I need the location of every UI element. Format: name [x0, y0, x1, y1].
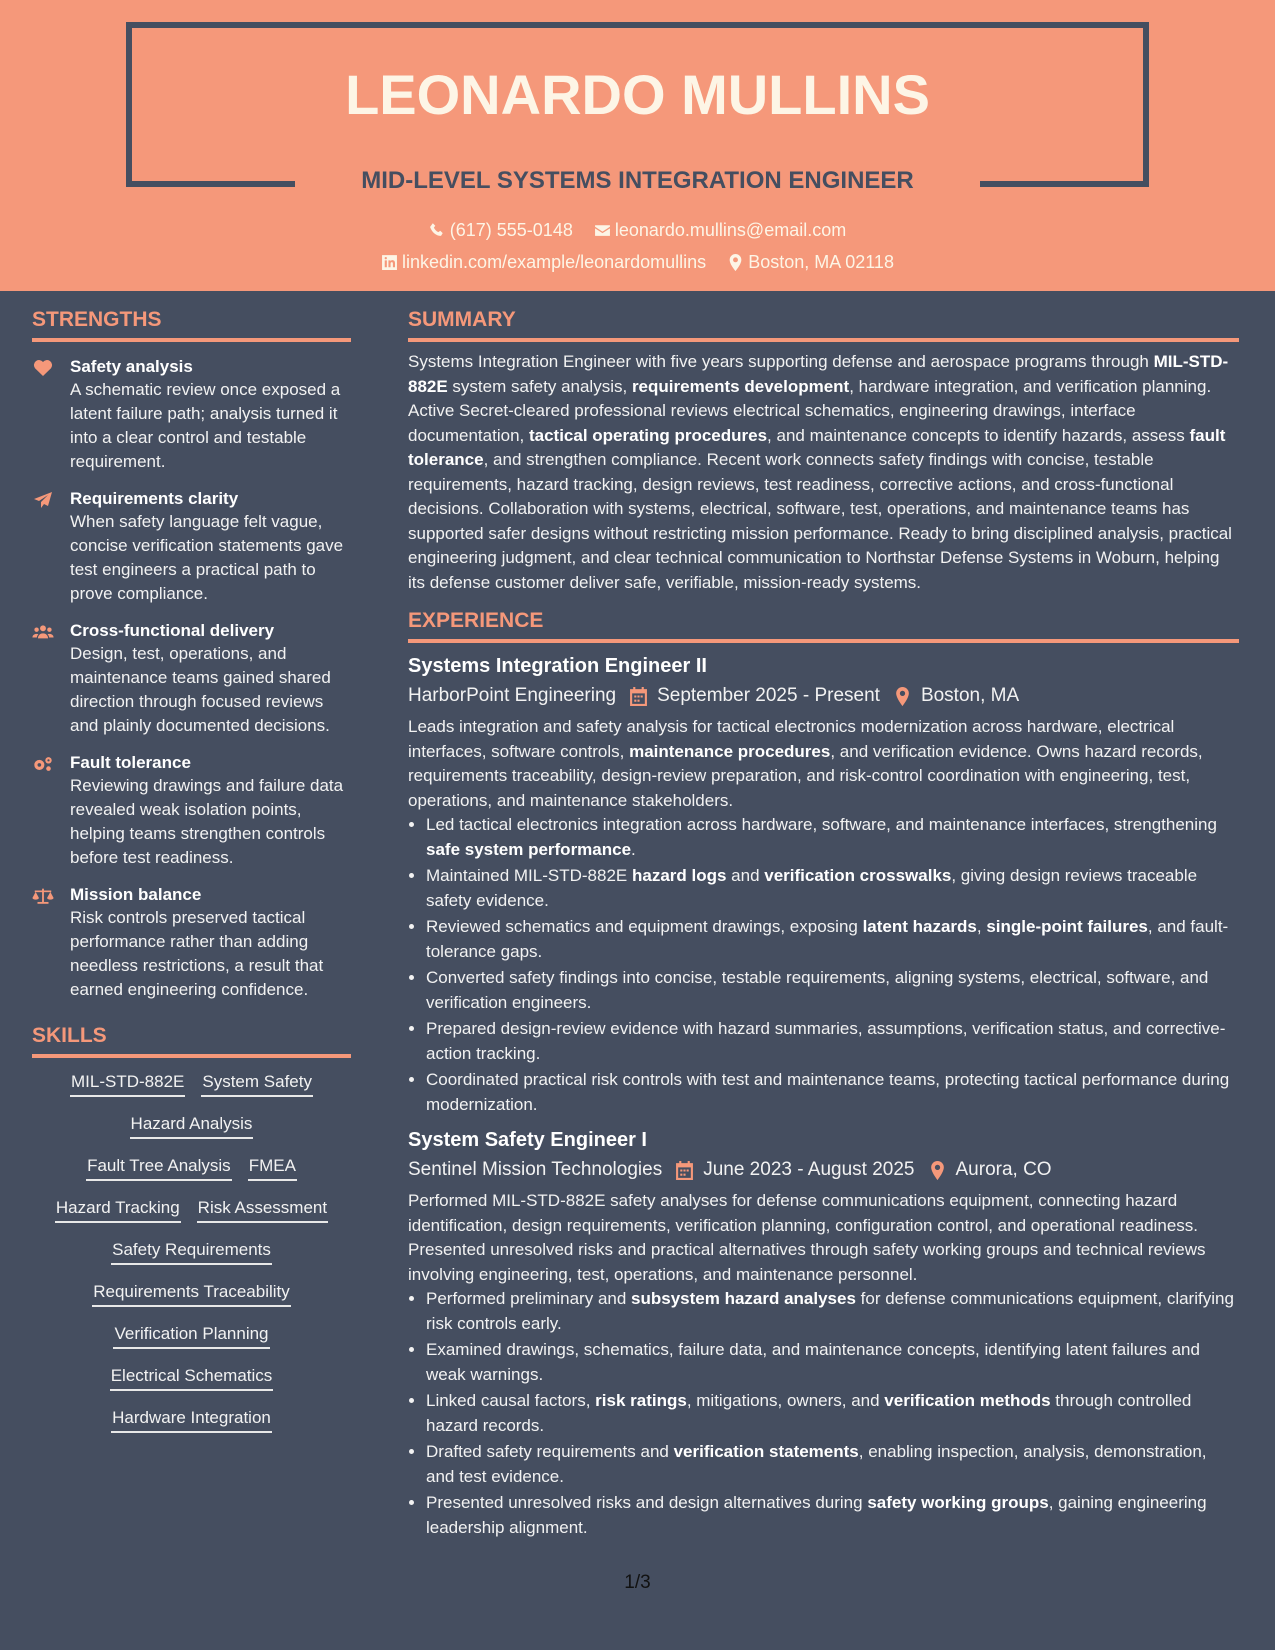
scale-icon: [32, 887, 54, 905]
job-location: Boston, MA: [920, 685, 1020, 706]
contact-line-2: [0, 252, 1275, 276]
strength-description: Design, test, operations, and maintenance teams gained shared direction through focused reviews and plainly documented decisions.: [70, 644, 331, 735]
strength-description: Risk controls preserved tactical performance rather than adding needless restrictions, a result that earned engineering confidence.: [70, 908, 324, 999]
calendar-icon: [630, 687, 647, 706]
skill-tag: Risk Assessment: [197, 1198, 328, 1223]
job-entry: [408, 653, 1239, 1117]
phone-icon: [429, 222, 446, 239]
calendar-icon: [676, 1161, 693, 1180]
job-role: System Safety Engineer I: [408, 1129, 647, 1151]
skill-tag: Requirements Traceability: [92, 1282, 291, 1307]
job-bullet: • Led tactical electronics integration across hardware, software, and maintenance interfaces, strengthening safe system performance.: [426, 813, 1239, 862]
right-column: [408, 308, 1239, 1542]
skill-tag: MIL-STD-882E: [70, 1072, 185, 1097]
job-company: HarborPoint Engineering: [408, 685, 617, 706]
heart-icon: [32, 359, 54, 377]
skills-heading: SKILLS: [32, 1024, 351, 1058]
strength-item: [32, 356, 351, 474]
phone-text: (617) 555-0148: [449, 220, 573, 240]
map-pin-icon: [727, 254, 744, 271]
strength-title: Cross-functional delivery: [70, 621, 275, 640]
job-bullet: • Prepared design-review evidence with hazard summaries, assumptions, verification status, and corrective-action tracking.: [426, 1017, 1239, 1066]
skill-tag: Hardware Integration: [111, 1408, 272, 1433]
strength-item: [32, 884, 351, 1002]
linkedin-icon: [381, 254, 398, 271]
job-description: Leads integration and safety analysis for tactical electronics modernization across hardware, electrical interfaces, software controls, maintenance procedures, and verification evidence. Owns hazard records, requirements traceability, design-review preparation, and risk-control coordination with engineering, test, operations, and maintenance stakeholders.: [408, 717, 1203, 810]
strength-item: [32, 488, 351, 606]
job-meta: [408, 1158, 1239, 1182]
job-bullet: • Performed preliminary and subsystem hazard analyses for defense communications equipment, clarifying risk controls early.: [426, 1287, 1239, 1336]
job-bullet: • Examined drawings, schematics, failure data, and maintenance concepts, identifying latent failures and weak warnings.: [426, 1338, 1239, 1387]
strength-description: A schematic review once exposed a latent failure path; analysis turned it into a clear control and testable requirement.: [70, 380, 341, 471]
page-number: 1/3: [624, 1572, 651, 1593]
skill-tag: Electrical Schematics: [110, 1366, 274, 1391]
job-meta: [408, 684, 1239, 708]
job-location: Aurora, CO: [955, 1159, 1052, 1180]
gears-icon: [32, 755, 54, 773]
skill-tag: Hazard Tracking: [55, 1198, 181, 1223]
phone-contact[interactable]: [429, 220, 573, 241]
job-company: Sentinel Mission Technologies: [408, 1159, 663, 1180]
linkedin-contact[interactable]: [381, 252, 706, 273]
job-entry: [408, 1127, 1239, 1540]
strength-title: Safety analysis: [70, 357, 193, 376]
job-bullets: [408, 813, 1239, 1117]
linkedin-text: linkedin.com/example/leonardomullins: [402, 252, 707, 272]
candidate-name: LEONARDO MULLINS: [345, 63, 930, 126]
strengths-heading: STRENGTHS: [32, 308, 351, 342]
header-frame-bottom-right: [980, 181, 1149, 187]
strength-title: Fault tolerance: [70, 753, 191, 772]
job-bullet: • Linked causal factors, risk ratings, mitigations, owners, and verification methods through controlled hazard records.: [426, 1389, 1239, 1438]
skill-tag: Fault Tree Analysis: [86, 1156, 232, 1181]
location-contact: [727, 252, 894, 273]
skill-tag: Safety Requirements: [111, 1240, 272, 1265]
strength-item: [32, 752, 351, 870]
strength-item: [32, 620, 351, 738]
envelope-icon: [594, 222, 611, 239]
job-bullet: • Presented unresolved risks and design alternatives during safety working groups, gaining engineering leadership alignment.: [426, 1491, 1239, 1540]
strength-description: When safety language felt vague, concise verification statements gave test engineers a practical path to prove compliance.: [70, 512, 344, 603]
job-bullet: • Converted safety findings into concise, testable requirements, aligning systems, electrical, software, and verification engineers.: [426, 966, 1239, 1015]
strength-title: Requirements clarity: [70, 489, 239, 508]
job-bullet: • Maintained MIL-STD-882E hazard logs and verification crosswalks, giving design reviews traceable safety evidence.: [426, 864, 1239, 913]
skill-tag: Verification Planning: [113, 1324, 269, 1349]
summary-heading: SUMMARY: [408, 308, 1239, 342]
email-contact[interactable]: [594, 220, 846, 241]
header-frame-bottom-left: [126, 181, 295, 187]
strength-description: Reviewing drawings and failure data revealed weak isolation points, helping teams strengthen controls before test readiness.: [70, 776, 344, 867]
job-bullet: • Drafted safety requirements and verification statements, enabling inspection, analysis, demonstration, and test evidence.: [426, 1440, 1239, 1489]
job-bullet: • Reviewed schematics and equipment drawings, exposing latent hazards, single-point failures, and fault-tolerance gaps.: [426, 915, 1239, 964]
users-icon: [32, 623, 54, 641]
job-title-headline: MID-LEVEL SYSTEMS INTEGRATION ENGINEER: [361, 167, 914, 194]
job-role: Systems Integration Engineer II: [408, 655, 707, 677]
strength-title: Mission balance: [70, 885, 202, 904]
job-dates: June 2023 - August 2025: [703, 1159, 915, 1180]
map-pin-icon: [929, 1161, 946, 1180]
location-text: Boston, MA 02118: [748, 252, 894, 272]
skills-list: [32, 1072, 351, 1433]
skill-tag: FMEA: [248, 1156, 297, 1181]
paper-plane-icon: [32, 491, 54, 509]
email-text: leonardo.mullins@email.com: [614, 220, 847, 240]
header-band: [0, 0, 1275, 291]
left-column: [32, 308, 351, 1450]
job-bullet: • Coordinated practical risk controls with test and maintenance teams, protecting tactical performance during modernization.: [426, 1068, 1239, 1117]
job-dates: September 2025 - Present: [657, 685, 880, 706]
summary-text: Systems Integration Engineer with five years supporting defense and aerospace programs through MIL-STD-882E system safety analysis, requirements development, hardware integration, and verification planning. Active Secret-cleared professional reviews electrical schematics, engineering drawings, interface documentation, tactical operating procedures, and maintenance concepts to identify hazards, assess fault tolerance, and strengthen compliance. Recent work connects safety findings with concise, testable requirements, hazard tracking, design reviews, test readiness, corrective actions, and cross-functional decisions. Collaboration with systems, electrical, software, test, operations, and maintenance teams has supported safer designs without restricting mission performance. Ready to bring disciplined analysis, practical engineering judgment, and clear technical communication to Northstar Defense Systems in Woburn, helping its defense customer deliver safe, verifiable, mission-ready systems.: [408, 352, 1232, 592]
job-description: Performed MIL-STD-882E safety analyses for defense communications equipment, connecting hazard identification, design requirements, verification planning, configuration control, and operational readiness. Presented unresolved risks and practical alternatives through safety working groups and technical reviews involving engineering, test, operations, and maintenance personnel.: [408, 1191, 1206, 1284]
map-pin-icon: [894, 687, 911, 706]
contact-line-1: [0, 220, 1275, 244]
skill-tag: Hazard Analysis: [130, 1114, 254, 1139]
skill-tag: System Safety: [201, 1072, 313, 1097]
job-bullets: [408, 1287, 1239, 1540]
experience-heading: EXPERIENCE: [408, 609, 1239, 643]
